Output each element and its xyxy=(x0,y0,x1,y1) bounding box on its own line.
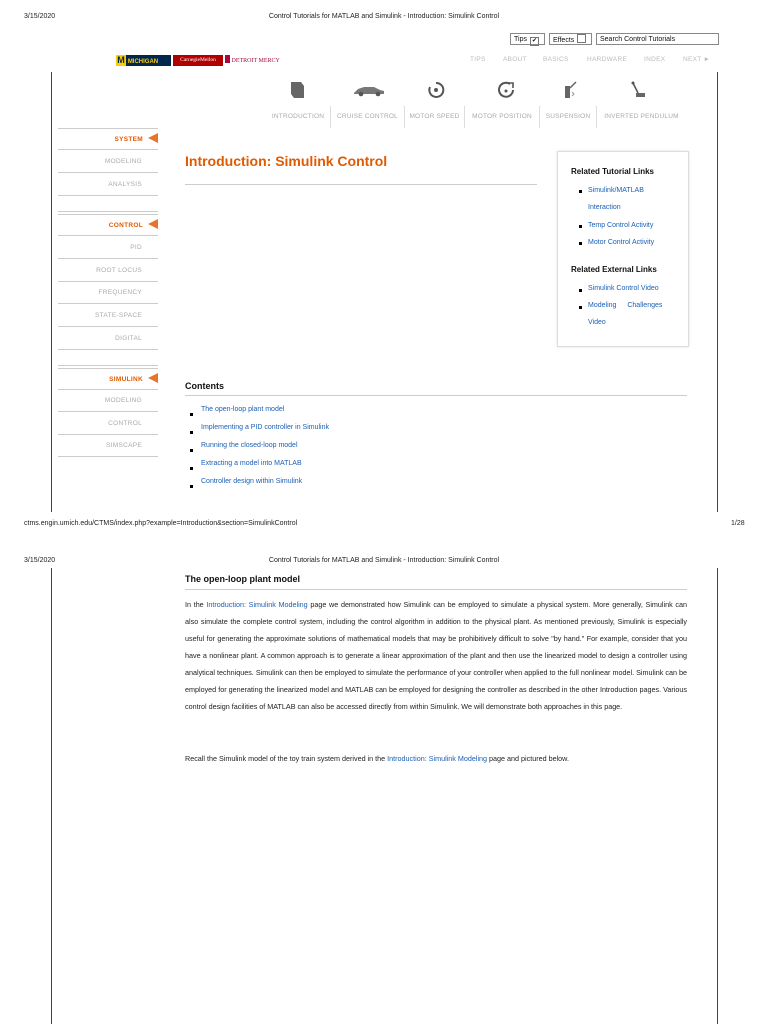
tips-toggle[interactable] xyxy=(510,33,545,45)
pendulum-icon[interactable] xyxy=(628,80,648,100)
sidebar-spacer xyxy=(58,350,158,366)
bullet xyxy=(579,242,582,245)
michigan-logo[interactable]: M MICHIGAN xyxy=(116,55,171,66)
nav-tips[interactable]: TIPS xyxy=(470,56,486,63)
tab-suspension[interactable]: SUSPENSION xyxy=(540,106,597,128)
related-links-box xyxy=(557,151,689,347)
contents-link-pid-simulink[interactable]: Implementing a PID controller in Simulink xyxy=(201,424,329,431)
sidebar-control-header[interactable]: CONTROL xyxy=(58,214,158,236)
related-tutorial-heading: Related Tutorial Links xyxy=(571,167,654,176)
bullet xyxy=(190,449,193,452)
nav-about[interactable]: ABOUT xyxy=(503,56,527,63)
arrow-left-icon xyxy=(148,133,158,143)
print-page-number: 1/28 xyxy=(731,520,745,527)
page-title: Introduction: Simulink Control xyxy=(185,153,388,169)
link-modeling-challenges-video[interactable]: Modeling Challenges Video xyxy=(588,302,663,326)
contents-heading: Contents xyxy=(185,381,224,391)
contents-link-closed-loop[interactable]: Running the closed-loop model xyxy=(201,442,298,449)
tab-motor-speed[interactable]: MOTOR SPEED xyxy=(405,106,465,128)
contents-divider xyxy=(185,395,687,396)
detroit-mercy-logo[interactable]: DETROIT MERCY xyxy=(225,55,291,66)
bullet xyxy=(190,431,193,434)
arrow-left-icon xyxy=(148,373,158,383)
sidebar-item-modeling[interactable]: MODELING xyxy=(58,150,158,173)
title-divider xyxy=(185,184,537,185)
print-date: 3/15/2020 xyxy=(24,557,56,564)
motor-position-icon[interactable] xyxy=(496,80,516,100)
link-simulink-modeling[interactable]: Introduction: Simulink Modeling xyxy=(206,600,308,609)
search-placeholder: Search Control Tutorials xyxy=(600,36,676,43)
section-title: The open-loop plant model xyxy=(185,574,300,584)
nav-next[interactable]: NEXT ► xyxy=(683,56,711,63)
effects-checkbox[interactable] xyxy=(577,34,586,43)
cmu-logo[interactable]: CarnegieMellon xyxy=(173,55,223,66)
nav-index[interactable]: INDEX xyxy=(644,56,666,63)
sidebar-item-simscape[interactable]: SIMSCAPE xyxy=(58,435,158,457)
motor-speed-icon[interactable] xyxy=(426,80,446,100)
sidebar-item-frequency[interactable]: FREQUENCY xyxy=(58,282,158,304)
bullet xyxy=(190,413,193,416)
tab-cruise-control[interactable]: CRUISE CONTROL xyxy=(331,106,405,128)
sidebar-item-pid[interactable]: PID xyxy=(58,236,158,259)
contents-link-extract-model[interactable]: Extracting a model into MATLAB xyxy=(201,460,302,467)
bullet xyxy=(190,485,193,488)
book-icon[interactable] xyxy=(288,80,308,100)
bullet xyxy=(579,190,582,193)
bullet xyxy=(579,225,582,228)
tab-motor-position[interactable]: MOTOR POSITION xyxy=(465,106,540,128)
sidebar-system-header[interactable]: SYSTEM xyxy=(58,128,158,150)
tips-checkbox[interactable]: ✔ xyxy=(531,38,537,44)
contents-link-controller-design[interactable]: Controller design within Simulink xyxy=(201,478,303,485)
sidebar-item-root-locus[interactable]: ROOT LOCUS xyxy=(58,259,158,282)
sidebar-item-simulink-control[interactable]: CONTROL xyxy=(58,412,158,435)
sidebar-spacer xyxy=(58,196,158,212)
link-motor-control-activity[interactable]: Motor Control Activity xyxy=(588,239,655,246)
frame-right-line xyxy=(717,568,718,1024)
search-input[interactable] xyxy=(596,33,719,45)
frame-right-line xyxy=(717,72,718,512)
print-url: ctms.engin.umich.edu/CTMS/index.php?example=Introduction&section=SimulinkControl xyxy=(24,520,298,527)
print-date: 3/15/2020 xyxy=(24,13,56,20)
tab-inverted-pendulum[interactable]: INVERTED PENDULUM xyxy=(604,113,679,120)
related-external-heading: Related External Links xyxy=(571,265,657,274)
bullet xyxy=(579,289,582,292)
section-divider xyxy=(185,589,687,590)
contents-link-open-loop[interactable]: The open-loop plant model xyxy=(201,406,285,413)
nav-basics[interactable]: BASICS xyxy=(543,56,569,63)
sidebar-item-simulink-modeling[interactable]: MODELING xyxy=(58,390,158,412)
effects-toggle[interactable] xyxy=(549,33,592,45)
bullet xyxy=(190,467,193,470)
suspension-icon[interactable] xyxy=(561,80,581,100)
link-simulink-control-video[interactable]: Simulink Control Video xyxy=(588,285,659,292)
frame-left-line xyxy=(51,568,52,1024)
tips-label: Tips xyxy=(514,36,527,43)
car-icon[interactable] xyxy=(352,80,386,100)
sidebar-item-state-space[interactable]: STATE-SPACE xyxy=(58,304,158,327)
nav-hardware[interactable]: HARDWARE xyxy=(587,56,628,63)
link-temp-control-activity[interactable]: Temp Control Activity xyxy=(588,222,654,229)
link-simulink-modeling[interactable]: Introduction: Simulink Modeling xyxy=(387,754,488,763)
link-simulink-matlab-interaction[interactable]: Simulink/MATLAB Interaction xyxy=(588,187,644,211)
print-title: Control Tutorials for MATLAB and Simulink - Introduction: Simulink Control xyxy=(268,13,500,20)
recall-paragraph: Recall the Simulink model of the toy train system derived in the Introduction: Simulink Modeling page and pictured below. xyxy=(185,754,569,763)
sidebar-item-digital[interactable]: DIGITAL xyxy=(58,327,158,350)
tab-introduction[interactable]: INTRODUCTION xyxy=(266,106,331,128)
sidebar-simulink-header[interactable]: SIMULINK xyxy=(58,368,158,390)
frame-left-line xyxy=(51,72,52,512)
print-title: Control Tutorials for MATLAB and Simulink - Introduction: Simulink Control xyxy=(268,557,500,564)
bullet xyxy=(579,306,582,309)
arrow-left-icon xyxy=(148,219,158,229)
intro-paragraph: In the Introduction: Simulink Modeling page we demonstrated how Simulink can be employed to simulate a physical system. More generally, Simulink can also simulate the complete control system, including the control algorithm in addition to the physical plant. As mentioned previously, Simulink is especially useful for generating the approximate solutions of mathematical models that may be prohibitively difficult to solve "by hand." For example, consider that you have a nonlinear plant. A common approach is to generate a linear approximation of the plant and then use the linearized model to design a controller using analytical techniques. Simulink can then be employed to simulate the performance of your controller when applied to the full nonlinear model. Simulink can be employed for generating the linearized model and MATLAB can be employed for designing the controller as described in the other Introduction pages. Various control design facilities of MATLAB can also be accessed directly from within Simulink. We will demonstrate both approaches in this page. xyxy=(185,600,687,711)
sidebar-item-analysis[interactable]: ANALYSIS xyxy=(58,173,158,196)
effects-label: Effects xyxy=(553,37,575,44)
